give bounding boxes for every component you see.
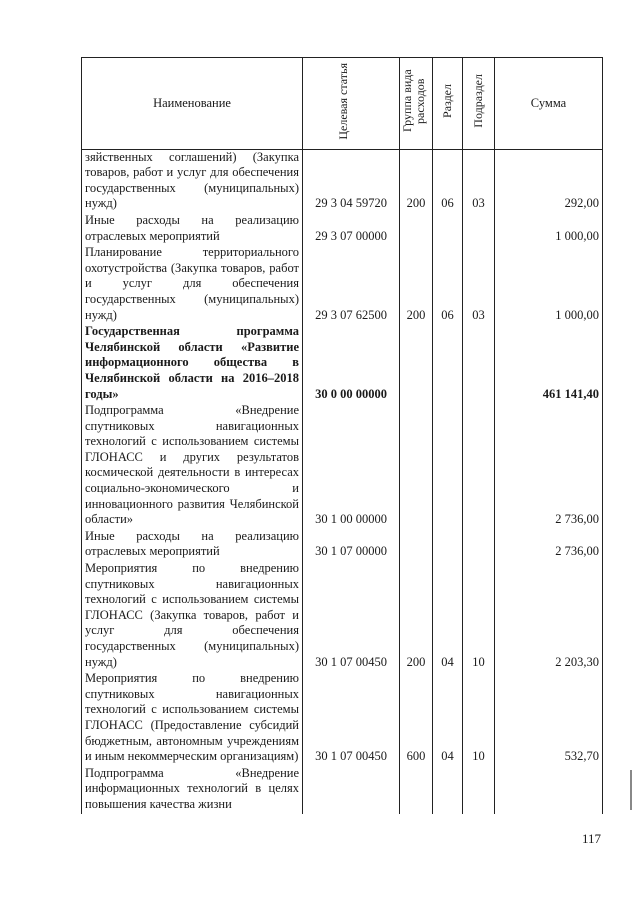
table-row bbox=[82, 324, 603, 403]
cell-group bbox=[400, 324, 433, 403]
cell-sum bbox=[495, 766, 603, 814]
cell-code: 30 1 07 00000 bbox=[303, 529, 400, 561]
cell-section: 06 bbox=[433, 245, 463, 324]
cell-name: Государственная программа Челябинской области «Развитие информационного общества в Челябинской области на 2016–2018 годы» bbox=[82, 324, 303, 403]
cell-name: Подпрограмма «Внедрение информационных технологий в целях повышения качества жизни bbox=[82, 766, 303, 814]
cell-subsection: 10 bbox=[463, 671, 495, 766]
header-subsection bbox=[463, 58, 495, 150]
page-number: 117 bbox=[582, 831, 602, 846]
budget-table bbox=[81, 57, 603, 814]
cell-group bbox=[400, 766, 433, 814]
table-row bbox=[82, 403, 603, 529]
cell-subsection bbox=[463, 529, 495, 561]
header-sum: Сумма bbox=[495, 58, 603, 150]
cell-group: 200 bbox=[400, 561, 433, 671]
cell-subsection bbox=[463, 213, 495, 245]
cell-group bbox=[400, 213, 433, 245]
header-code-label: Целевая статья bbox=[336, 62, 350, 140]
cell-section bbox=[433, 324, 463, 403]
header-section-label: Раздел bbox=[440, 84, 454, 118]
cell-name: зяйственных соглашений) (Закупка товаров, работ и услуг для обеспечения государственных (муниципальных) нужд) bbox=[82, 149, 303, 213]
cell-section: 06 bbox=[433, 149, 463, 213]
cell-group bbox=[400, 403, 433, 529]
cell-code: 30 0 00 00000 bbox=[303, 324, 400, 403]
header-section bbox=[433, 58, 463, 150]
table-row bbox=[82, 766, 603, 814]
cell-section bbox=[433, 766, 463, 814]
cell-sum: 1 000,00 bbox=[495, 245, 603, 324]
table-row bbox=[82, 213, 603, 245]
cell-name: Мероприятия по внедрению спутниковых навигационных технологий с использованием системы ГЛОНАСС (Предоставление субсидий бюджетным, автономным учреждениям и иным некоммерческим организациям) bbox=[82, 671, 303, 766]
cell-subsection bbox=[463, 324, 495, 403]
header-name: Наименование bbox=[82, 58, 303, 150]
cell-code: 30 1 07 00450 bbox=[303, 561, 400, 671]
cell-section bbox=[433, 403, 463, 529]
scan-edge-mark bbox=[630, 770, 632, 810]
cell-sum: 2 203,30 bbox=[495, 561, 603, 671]
cell-name: Подпрограмма «Внедрение спутниковых навигационных технологий с использованием системы ГЛОНАСС и других результатов космической деятельности в интересах социально-экономического и инновационного развития Челябинской области» bbox=[82, 403, 303, 529]
cell-code: 30 1 00 00000 bbox=[303, 403, 400, 529]
table-row bbox=[82, 149, 603, 213]
cell-name: Иные расходы на реализацию отраслевых мероприятий bbox=[82, 213, 303, 245]
cell-subsection: 03 bbox=[463, 245, 495, 324]
cell-name: Планирование территориального охотустройства (Закупка товаров, работ и услуг для обеспечения государственных (муниципальных) нужд) bbox=[82, 245, 303, 324]
table-row bbox=[82, 245, 603, 324]
cell-subsection: 10 bbox=[463, 561, 495, 671]
cell-sum: 292,00 bbox=[495, 149, 603, 213]
cell-name: Мероприятия по внедрению спутниковых навигационных технологий с использованием системы ГЛОНАСС (Закупка товаров, работ и услуг для обеспечения государственных (муниципальных) нужд) bbox=[82, 561, 303, 671]
cell-subsection bbox=[463, 403, 495, 529]
cell-code: 30 1 07 00450 bbox=[303, 671, 400, 766]
cell-section: 04 bbox=[433, 671, 463, 766]
cell-sum: 1 000,00 bbox=[495, 213, 603, 245]
table-row bbox=[82, 561, 603, 671]
table-row bbox=[82, 671, 603, 766]
cell-subsection: 03 bbox=[463, 149, 495, 213]
cell-section: 04 bbox=[433, 561, 463, 671]
cell-subsection bbox=[463, 766, 495, 814]
cell-group bbox=[400, 529, 433, 561]
cell-code bbox=[303, 766, 400, 814]
header-subsection-label: Подраздел bbox=[471, 74, 485, 128]
cell-sum: 2 736,00 bbox=[495, 403, 603, 529]
table-header-row bbox=[82, 58, 603, 150]
cell-code: 29 3 04 59720 bbox=[303, 149, 400, 213]
cell-code: 29 3 07 00000 bbox=[303, 213, 400, 245]
cell-name: Иные расходы на реализацию отраслевых мероприятий bbox=[82, 529, 303, 561]
header-code bbox=[303, 58, 400, 150]
table-body bbox=[82, 149, 603, 813]
cell-section bbox=[433, 213, 463, 245]
cell-code: 29 3 07 62500 bbox=[303, 245, 400, 324]
cell-section bbox=[433, 529, 463, 561]
cell-sum: 2 736,00 bbox=[495, 529, 603, 561]
header-group bbox=[400, 58, 433, 150]
cell-sum: 461 141,40 bbox=[495, 324, 603, 403]
cell-sum: 532,70 bbox=[495, 671, 603, 766]
cell-group: 600 bbox=[400, 671, 433, 766]
cell-group: 200 bbox=[400, 245, 433, 324]
table-row bbox=[82, 529, 603, 561]
header-group-label: Группа вида расходов bbox=[400, 69, 427, 133]
cell-group: 200 bbox=[400, 149, 433, 213]
